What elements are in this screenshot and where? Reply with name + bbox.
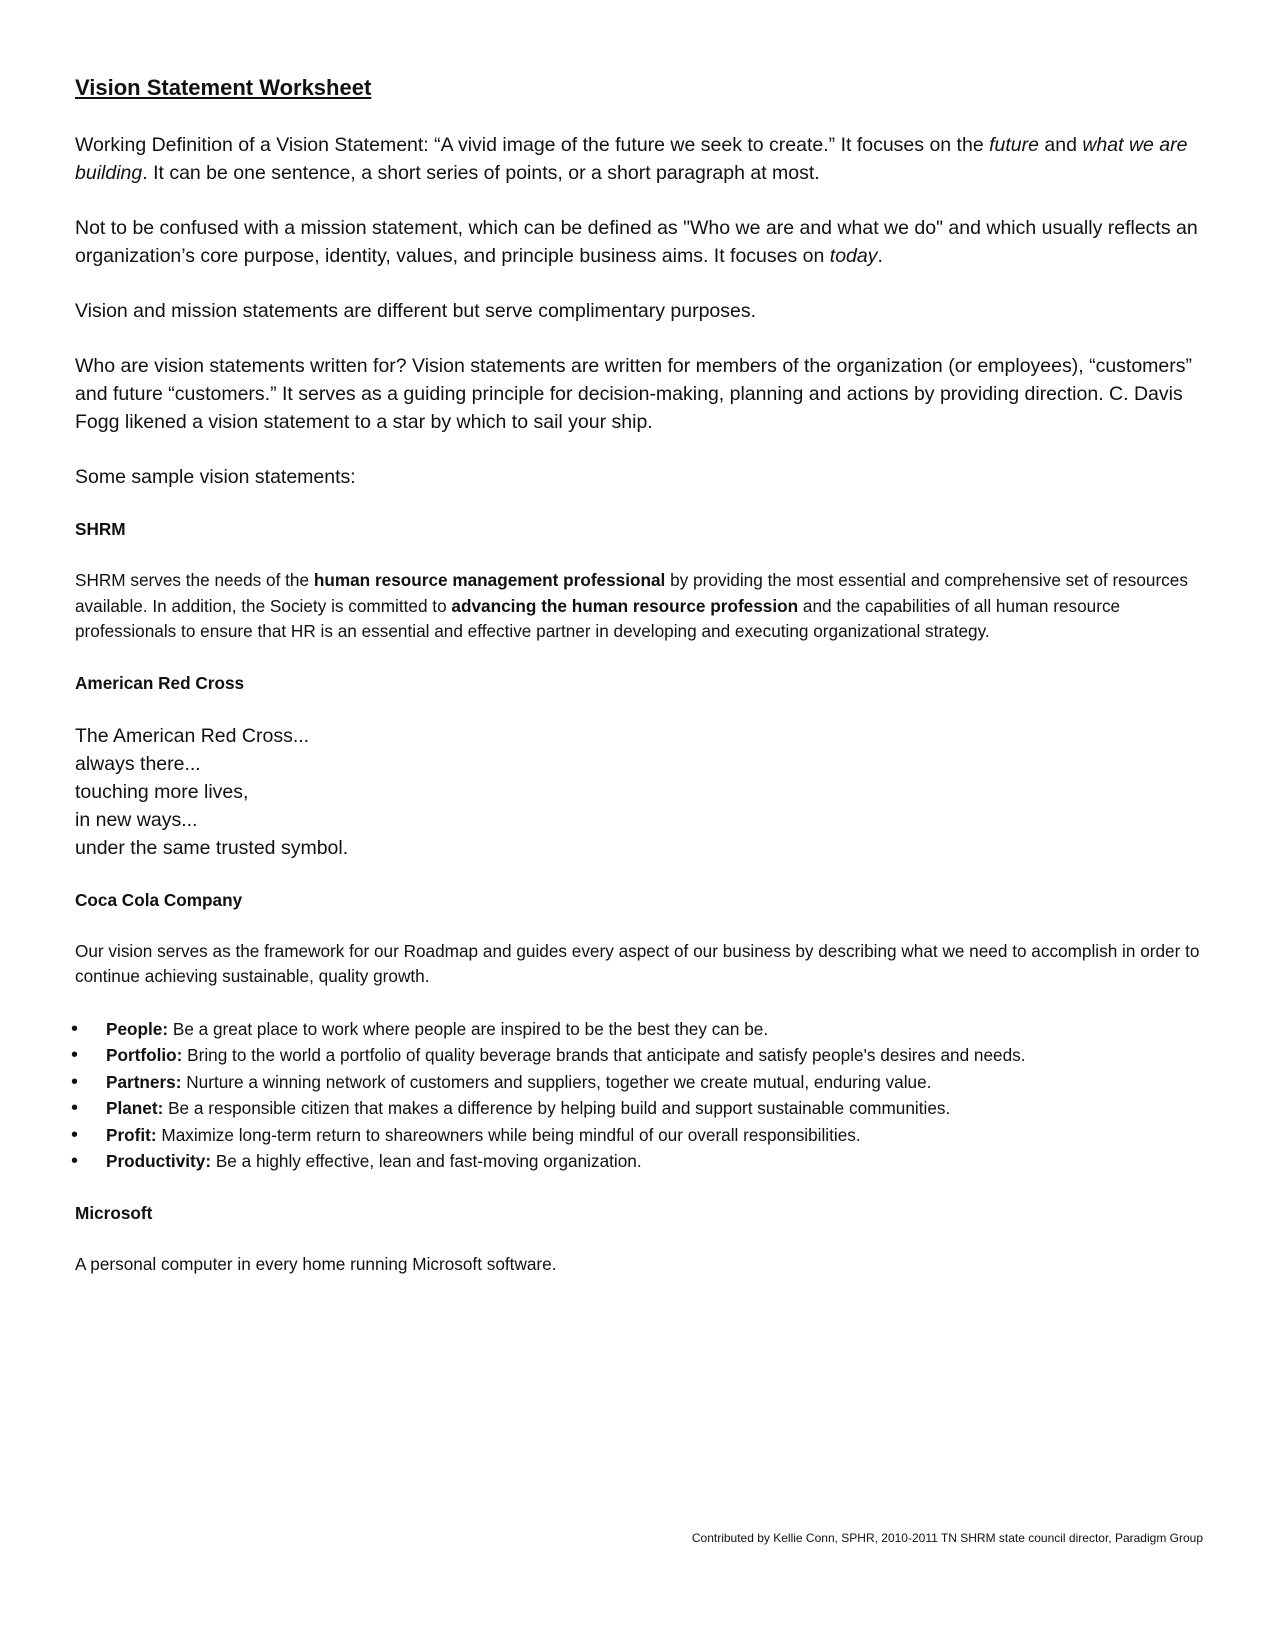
bullet-label: Partners: <box>106 1071 182 1092</box>
shrm-statement <box>75 568 1203 645</box>
bullet-text: Be a responsible citizen that makes a difference by helping build and support sustainable communities. <box>163 1098 951 1118</box>
bullet-label: Productivity: <box>106 1151 212 1171</box>
bullet-text: Nurture a winning network of customers and suppliers, together we create mutual, enduring value. <box>181 1071 932 1092</box>
red-cross-line: under the same trusted symbol. <box>75 836 349 859</box>
bullet-text: Be a great place to work where people are inspired to be the best they can be. <box>168 1018 769 1039</box>
bullet-text: Bring to the world a portfolio of quality beverage brands that anticipate and satisfy people's desires and needs. <box>182 1045 1026 1065</box>
bullet-label: Planet: <box>106 1098 164 1118</box>
microsoft-statement: A personal computer in every home running Microsoft software. <box>75 1253 557 1274</box>
definition-paragraph <box>75 131 1203 187</box>
list-item <box>75 1016 1203 1043</box>
bullet-label: Portfolio: <box>106 1045 183 1065</box>
definition-text: Working Definition of a Vision Statement: “A vivid image of the future we seek to create.” It focuses on the <box>75 134 990 156</box>
list-item <box>75 1095 1203 1122</box>
mission-paragraph <box>75 214 1203 270</box>
samples-intro: Some sample vision statements: <box>75 466 356 488</box>
coca-cola-bullet-list <box>75 1016 1203 1175</box>
bullet-text: Be a highly effective, lean and fast-moving organization. <box>211 1151 642 1171</box>
bullet-label: People: <box>106 1018 169 1039</box>
list-item <box>75 1122 1203 1149</box>
shrm-text: by providing the most essential and comprehensive set of resources available. In addition, the Society is committed to <box>75 570 1188 616</box>
mission-text: . <box>877 245 883 267</box>
bullet-text: Maximize long-term return to shareowners while being mindful of our overall responsibilities. <box>156 1124 861 1145</box>
red-cross-heading: American Red Cross <box>75 672 245 693</box>
list-item <box>75 1069 1203 1096</box>
red-cross-line: in new ways... <box>75 808 198 831</box>
red-cross-line: The American Red Cross... <box>75 724 310 747</box>
audience-paragraph: Who are vision statements written for? Vision statements are written for members of the organization (or employees), “customers” and future “customers.” It serves as a guiding principle for decision-making, planning and actions by providing direction. C. Davis Fogg likened a vision statement to a star by which to sail your ship. <box>75 355 1193 433</box>
mission-text: Not to be confused with a mission statement, which can be defined as "Who we are and what we do" and which usually reflects an organization’s core purpose, identity, values, and principle business aims. It focuses on <box>75 217 1198 267</box>
shrm-text: and the capabilities of all human resource professionals to ensure that HR is an essential and effective partner in developing and executing organizational strategy. <box>75 595 1121 641</box>
purpose-paragraph: Vision and mission statements are different but serve complimentary purposes. <box>75 300 757 322</box>
red-cross-line: touching more lives, <box>75 780 249 803</box>
shrm-bold-text: human resource management professional <box>313 570 666 590</box>
shrm-heading: SHRM <box>75 519 126 539</box>
shrm-text: SHRM serves the needs of the <box>75 570 314 590</box>
coca-cola-heading: Coca Cola Company <box>75 889 243 910</box>
document-page <box>75 72 1203 1277</box>
coca-cola-intro: Our vision serves as the framework for our Roadmap and guides every aspect of our business by describing what we need to accomplish in order to continue achieving sustainable, quality growth. <box>75 940 1200 986</box>
page-title: Vision Statement Worksheet <box>75 75 372 100</box>
list-item <box>75 1042 1203 1069</box>
definition-emphasis-building: what we are building <box>75 134 1188 184</box>
microsoft-heading: Microsoft <box>75 1202 153 1223</box>
bullet-label: Profit: <box>106 1124 157 1145</box>
definition-emphasis-future: future <box>989 134 1039 156</box>
mission-emphasis-today: today <box>829 245 878 267</box>
definition-text: . It can be one sentence, a short series of points, or a short paragraph at most. <box>142 162 820 184</box>
list-item <box>75 1148 1203 1175</box>
page-footer: Contributed by Kellie Conn, SPHR, 2010-2011 TN SHRM state council director, Paradigm Group <box>691 1531 1203 1545</box>
red-cross-statement <box>75 722 1203 862</box>
red-cross-line: always there... <box>75 752 201 775</box>
shrm-bold-text: advancing the human resource profession <box>451 595 799 616</box>
definition-text: and <box>1038 134 1083 156</box>
